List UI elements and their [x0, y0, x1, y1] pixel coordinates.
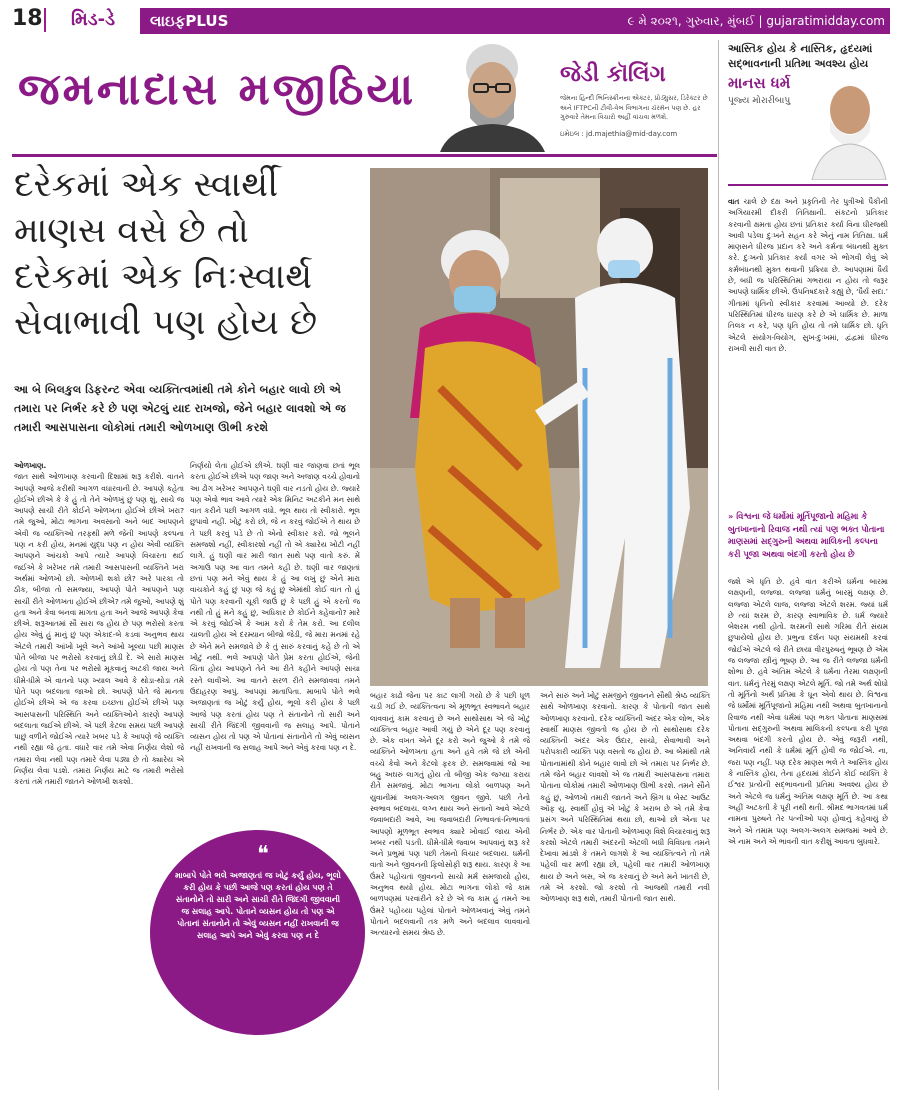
pull-quote-text: માબાપે પોતે ભલે અજાણતાં જ ખોટું કર્યું હોય, ભૂલો કરી હોય કે પછી આજે પણ કરતાં હોય પણ તે સંતાનોને તો સારી અને સાચી રીતે જિંદગી જીવવાની જ સલાહ આપે. પોતાને વ્યસન હોય તો પણ એ પોતાનાં સંતાનોને તો એવું વ્યસન નહીં રાખવાની જ સલાહ આપે અને એવું કરવા પણ ન દે — [175, 871, 341, 940]
side-column-title: માનસ ધર્મ — [728, 74, 791, 92]
side-column-lead-word: વાત — [728, 197, 740, 206]
column-divider — [718, 40, 719, 1090]
article-column-2: નિર્ણયો લેતા હોઈએ છીએ. ઘણી વાર જાણવા છતાં ભૂલ કરતા હોઈએ છીએ પણ જાણ અને અજાણ વચ્ચે હોવાનો આ ઢોંગ ખરેખર આપણને ઘણી વાર નડતો હોય છે. જ્યારે પણ એવો ભાવ આવે ત્યારે એક મિનિટ અટકીને મન સાથે વાત કરીને પછી આગળ વધો. ભૂલ થાય તો સ્વીકારો. ભૂલ છુપાવો નહીં. ખોટું કરો છો, જે ન કરવું જોઈએ તે થાય છે તે પછી કરવું પડે છે તો એનો સ્વીકાર કરો. જો ભૂલને સમજશો નહીં, સ્વીકારશો નહીં તો એ ક્યારેય ખોટી નહીં લાગે. હું ઘણી વાર મારી જાત સાથે પણ વાતો કરું. મેં અગાઉ પણ આ વાત તમને કહી છે. ઘણી વાર જાણતાં છતાં પણ મને એવું થાય કે હું આ લખું છું એને મારા વાચકોને કહું છું પણ જે કહું છું એમાંથી કોઈ વાત તો હું પોતે પણ કરવાની ચૂકી જાઉં છું કે પછી હું એ કરતો જ નથી તો હું મને કહું છું, અધિકાર છે કોઈને કહેવાનો? મારે એ કરવું જોઈએ કે આમ કરો કે તેમ કરો. આ દલીલ ચાલતી હોય એ દરમ્યાન બીજો જેડી, જે મારા મનમાં રહે છે એને મને સમજાવે છે કે તું સારું કરવાનું કહે છે તો એ ખોટું નથી. ભલે આપણે પોતે પ્રેમ કરતા હોઈએ, જેની ચિંતા હોય આપણને તેને આ રીતે કહીને આપણે સાચા રસ્તે લાવીએ. આ વાતને સરળ રીતે સમજાવવા તમને ઉદાહરણ આપું. આપણાં માતાપિતા. માબાપે પોતે ભલે અજાણતાં જ ખોટું કર્યું હોય, ભૂલો કરી હોય કે પછી આજે પણ કરતાં હોય પણ તે સંતાનોને તો સારી અને સાચી રીતે જિંદગી જીવવાની જ સલાહ આપે. પોતાને વ્યસન હોય તો પણ એ પોતાનાં સંતાનોને તો એવું વ્યસન નહીં રાખવાની જ સલાહ આપે અને એવું કરવા પણ ન દે. — [190, 461, 360, 753]
headline-line-2: માણસ વસે છે તો — [14, 211, 249, 251]
section-name: લાઇફPLUS — [150, 12, 229, 30]
side-column-author: પૂજ્ય મોરારીબાપુ — [728, 96, 791, 106]
side-column-portrait — [808, 70, 888, 180]
author-portrait — [430, 40, 555, 152]
headline — [14, 162, 364, 346]
headline-line-1: દરેકમાં એક સ્વાર્થી — [14, 165, 279, 205]
brand-logo: મિડ-ડે — [48, 6, 138, 34]
column-title: જેડી કૉલિંગ — [560, 62, 666, 87]
article-column-1-text: જાત સાથે ઓળખાણ કરવાની દિશામાં શરૂ કરીશે. વાતને આપણે આજે કરીથી આગળ વધારવાની છે. આપણે કહેતા હોઈએ છીએ કે કે હું તો તેને ઓળખું છું પણ શું, સાચે જ આપણે સાચી રીતે કોઈને ઓળખતા હોઈએ છીએ ખરા? તમે જુઓ, મોટા ભાગના અવસાનો અને બાદ આપણને એવી જ વ્યક્તિઓ તરફથી મળે જેની આપણે કલ્પના પણ ન કરી હોય, મનમાં યુદ્ધ પણ ન હોય એવી વ્યક્તિ આપણને આંચકો આપે ત્યારે આપણે વિચારતા થઈ જઈએ કે ખરેખર તમે તમારી આસપાસની વ્યક્તિને ખરા અર્થમાં ઓળખો છો. ઓળખી શકો છો? અરે પારકા તો ઠીક, બીજા તો સમજ્યા, આપણે પોતે આપણને પણ સાચી રીતે ઓળખતા હોઈએ છીએ? તમે જુઓ, આપણે શું હતા અને કેવા બનવા માગતા હતા અને આજે આપણે કેવા છીએ. શરૂઆતમાં સૌ સારા જ હોય છે પણ ભરોસો કરતા હોય એવું હું માનું છું પણ એકાદ-બે કડવા અનુભવ થાય એટલે તમારી આંખો ખૂલે અને આંખો ખૂલ્યા પછી માણસ પોતે બીજા પર ભરોસો કરવાનું છોડી દે. એ સારો માણસ હોય તો પણ તેના પર ભરોસો મૂકવાનું અટકી જાય અને ધીમે-ધીમે એ વાતનો પણ ખ્યાલ આવે કે થોડા-થોડા તમે પોતે પણ બદલાતા જાઓ છો. આપણે પોતે જે માનતા હોઈએ છીએ એ જ કરવા ઇચ્છતા હોઈએ છીએ પણ આસપાસની પરિસ્થિતિ અને વ્યક્તિઓને કારણે આપણે બદલાતા જઈએ છીએ. એ પછી કેટલા સમય પછી આપણે પાછું વળીને જોઈએ ત્યારે ખબર પડે કે આપણે જે વ્યક્તિ નથી રહ્યા જે હતા. વધારે વાર તમે એવા નિર્ણય લેશો જે તમારા લેવા નથી પણ તમારે લેવા પડ્યા છે તો ક્યારેય એ નિર્ણય લેવા પડશે. તમારા નિર્ણય માટે જ તમારી ભરોસો કરતાં તમે તમારી જાતને ઓળખી શકશો. — [14, 472, 184, 787]
pull-quote — [150, 830, 365, 1035]
side-column-body-1-text: ચાલે છે દક્ષ અને પ્રકૃતિની તેર પુત્રીઓ પૈકીની અગિયારમી દીકરી તિતિક્ષાની. સંકટનો પ્રતિકાર કરવાની ક્ષમતા હોય છતાં પ્રતિકાર કર્યા વિના ધીરજથી આવી પડેલા દુઃખને સહન કરે એનું નામ તિતિક્ષા. ધર્મ માણસને ધીરજ પ્રદાન કરે અને કર્મના બંધનથી મુક્ત કરે. દુઃખનો પ્રતિકાર કર્યા વગર એ ભોગવી લેવું એ કર્મબંધનથી મુક્ત થવાની પ્રક્રિયા છે. આપણામાં ધૈર્ય છે, બધી જ પરિસ્થિતિમાં ગભરાયા ન હોય તો જરૂર આપણે ધાર્મિક છીએ. ઉપનિષદકારે કહ્યું છે, ‘ધૈર્ય સદા.’ ગીતામાં ધૃતિનો સ્વીકાર કરવામાં આવ્યો છે. દરેક પરિસ્થિતિમાં ધીરજ ધારણ કરે છે એ ધાર્મિક છે. માળા તિલક ન કરે, પણ ધૃતિ હોય તો તમે ધાર્મિક છો. ધૃતિ એટલે સંયોગ-વિયોગ, સુખ-દુઃખમાં, દ્વંદ્વમાં ધીરજ રાખવી સારી વાત છે. — [728, 197, 888, 353]
article-column-3: બહાર કાઢો જેના પર કાટ લાગી ગયો છે કે પછી ધૂળ ચડી ગઈ છે. વ્યક્તિત્વના એ મૂળભૂત સ્વભાવને બહાર લાવવાનું કામ કરવાનું છે અને સાથોસાથ એ જે ખોટું વ્યક્તિત્વ બહાર આવી ગયું છે એને દૂર પણ કરવાનું છે. એક વખત એને દૂર કરો અને જુઓ કે તમે જે વ્યક્તિને ઓળખતા હતા અને હવે તમે જે છો એની વચ્ચે કેવો અને કેટલો ફરક છે. સમજવામાં જો આ બહુ અઘરું લાગતું હોય તો બીજી એક જગ્યા કરાય રીતે સમજાવું. મોટા ભાગના લોકો બાળપણ અને યુવાનીમાં અલગ-અલગ જીવન જીવે. પછી તેનો સ્વભાવ બદલાય. લગ્ન થાય અને સંતાનો આવે એટલે જવાબદારી આવે, આ જવાબદારી નિભાવતાં-નિભાવતાં આપણો મૂળભૂત સ્વભાવ ક્યારે ખોવાઈ જાય એની ખબર નથી પડતી. ધીમે-ધીમે જવાબ આપવાનું શરૂ કરે અને પ્રભુમાં પણ પછી તેમનો વિચાર બદલાય. ધર્મની વાતો અને જીવનની ફિલોસોફી શરૂ થાય. કારણ કે આ ઉંમરે પહોંચતાં જીવનનો સાચો મર્મ સમજાયો હોય, અનુભવ થયો હોય. મોટા ભાગના લોકો જે કામ બાળપણમાં પરવારીને કરે છે એ જ કામ હું તમને આ ઉંમરે પહોંચ્યા પહેલાં પોતાને ઓળખવાનું એવું તમને પોતાને બદલવાની તક મળે અને બદલાવ લાવવાનો અત્યારનો સમય શ્રેષ્ઠ છે. — [370, 691, 530, 938]
author-name: જમનાદાસ મજીઠિયા — [18, 64, 417, 115]
author-email — [560, 130, 677, 139]
author-email-address: jd.majethia@mid-day.com — [586, 130, 678, 138]
author-description: જેમના હિન્દી ભિનિસ્ક્રીનના એક્ટર, પ્રોડ્યુસર, ડિરેક્ટર છે અને IFTPCની ટીવી-વેબ વિભાગના ચૅરમૅન પણ છે. હર ગુરુવારે તેમના વિચારો અહીં વાંચવા મળશે. — [560, 94, 708, 121]
quote-mark-icon: ❝ — [257, 842, 269, 867]
headline-line-4: સેવાભાવી પણ હોય છે — [14, 303, 318, 343]
headline-line-3: દરેકમાં એક નિઃસ્વાર્થ — [14, 257, 313, 297]
article-lead-word: ઓળખાણ. — [14, 461, 47, 470]
subdeck: આ બે બિલકુલ ડિફરન્ટ એવા વ્યક્તિત્વમાંથી તમે કોને બહાર લાવો છો એ તમારા પર નિર્ભર કરે છે પણ એટલું યાદ રાખજો, જેને બહાર લાવશો એ જ તમારી આસપાસના લોકોમાં તમારી ઓળખાણ ઊભી કરશે — [14, 383, 346, 434]
page-number-divider — [44, 8, 46, 32]
side-column-quote: » વિશ્વના જે ધર્મોમાં મૂર્તિપૂજાનો મહિમા કે બુતખાનાનો રિવાજ નથી ત્યાં પણ ભક્ત પોતાના માણસમાં સદ્ગુરુની અથવા માલિકની કલ્પના કરી પૂજા અથવા બંદગી કરતો હોય છે — [728, 511, 885, 559]
article-column-4: અને સારું અને ખોટું સમજીને જીવનને સૌથી શ્રેષ્ઠ વ્યક્તિ સાથે ઓળખાણ કરવાનો. કારણ કે પોતાની જાત સાથે ઓળખાણ કરવાનો. દરેક વ્યક્તિની અંદર એક લોભ, એક સ્વાર્થી માણસ જીવતો જ હોય છે તો સાથોસાથ દરેક વ્યક્તિની અંદર એક ઉદાર, સાચો, સેવાભાવી અને પરોપકારી વ્યક્તિ પણ વસતો જ હોય છે. આ બેમાંથી તમે પોતાનામાંથી કોને બહાર લાવો છો એ તમારા પર નિર્ભર છે. તમે જેને બહાર લાવશો એ જ તમારી આસપાસના તમારા પોતાના લોકોમાં તમારી ઓળખાણ ઊભી કરશે. તમને સૌને કહું છું, ઓળખો તમારી જાતને અને બ્રિંગ ધ બેસ્ટ આઉટ ઑફ યુ. સ્વાર્થી હોવું એ ખોટું કે ખરાબ છે એ તમે કેવા પ્રસંગ અને પરિસ્થિતિમાં થયા છો, થાઓ છો એના પર નિર્ભર છે. એક વાર પોતાની ઓળખાણ વિશે વિચારવાનું શરૂ કરશો એટલે તમારી અંદરની એટલી બધી વિવિધતા તમને દેખાવા માંડશે કે તમને લાગશે કે આ વ્યક્તિત્વને તો તમે પહેલી વાર મળી રહ્યા છો, પહેલી વાર તમારી ઓળખાણ થાય છે અને બસ, એ જ કરવાનું છે અને મને ખાતરી છે, તમે એ કરશો. જો કરશો તો આજથી તમારી નવી ઓળખાણ શરૂ થશે, તમારી પોતાની જાત સાથે. — [540, 691, 710, 904]
header-rule — [12, 154, 717, 157]
dateline: ૯ મે ૨૦૨૧, ગુરુવાર, મુંબઈ | gujaratimidday.com — [627, 14, 885, 28]
article-column-1 — [14, 460, 184, 955]
author-email-label: ઇમેઇલ : — [560, 130, 587, 138]
side-column-body-2: જશે એ ધૃતિ છે. હવે વાત કરીએ ધર્મના બારમા લક્ષણની, લજ્જા. લજ્જા ધર્મનું બારમું લક્ષણ છે. લજ્જા એટલે લાજ, લજ્જા એટલે શરમ. જ્યાં ધર્મ છે ત્યાં શરમ છે, કારણ સ્વાભાવિક છે. ધર્મ જ્યારે બેશરમ નથી હોતો. શરમની સાથે ગરિમા રીતે સંયમ છુપાયેલો હોય છે. પ્રભુના દર્શન પણ સંયમથી કરવાં જોઈએ એટલે જે રીતે છાયા વીરપુરુષનું ભૂષણ છે એમ જ લજ્જા સ્ત્રીનું ભૂષણ છે. આ જ રીતે લજ્જા ધર્મની શોભા છે. હવે અંતિમ એટલે કે ધર્મના તેરમા લક્ષણની વાત. ધર્મનું તેરમું લક્ષણ એટલે મૂર્તિ. જો તમે અર્થ શોધો તો મૂર્તિનો અર્થ પ્રતિમા કે ધૂન એવો થાય છે. વિશ્વના જે ધર્મોમાં મૂર્તિપૂજાનો મહિમા નથી અથવા બુતખાનાનો રિવાજ નથી એવા ધર્મમાં પણ ભક્ત પોતાના માણસમાં પોતાના સદ્ગુરુની અથવા માલિકની કલ્પના કરી પૂજા અથવા બંદગી કરતો હોય છે. એવું જરૂરી નથી, અનિવાર્ય નથી કે ધર્મમાં મૂર્તિ હોવી જ જોઈએ. ના, જરા પણ નહીં. પણ દરેક માણસ ભલે તે આસ્તિક હોય કે નાસ્તિક હોય, તેના હૃદયમાં કોઈને કોઈ વ્યક્તિ કે ઈશ્વર પ્રત્યેની સદ્ભાવનાની પ્રતિમા અવશ્ય હોય છે અને એટલે જ ધર્મનું અંતિમ લક્ષણ મૂર્તિ છે. આ કથા અહીં અટકતી કે પૂરી નથી થતી. શ્રીમદ ભાગવતમાં ધર્મ નામના પુરુષને તેર પત્નીઓ પણ હોવાનું કહેવાયું છે અને એ તમામ પણ અલગ-અલગ સમજમાં આવે છે. એ નામ અને એ ભાવની વાત કરીશું આવતા બુધવારે. — [728, 577, 888, 846]
article-photo — [370, 168, 708, 686]
side-column-body-1 — [728, 196, 888, 506]
page-number: 18 — [12, 6, 43, 31]
side-column-rule — [728, 184, 888, 186]
side-column-topline: આસ્તિક હોય કે નાસ્તિક, હૃદયમાં સદ્ભાવનાની પ્રતિમા અવશ્ય હોય — [728, 43, 873, 70]
